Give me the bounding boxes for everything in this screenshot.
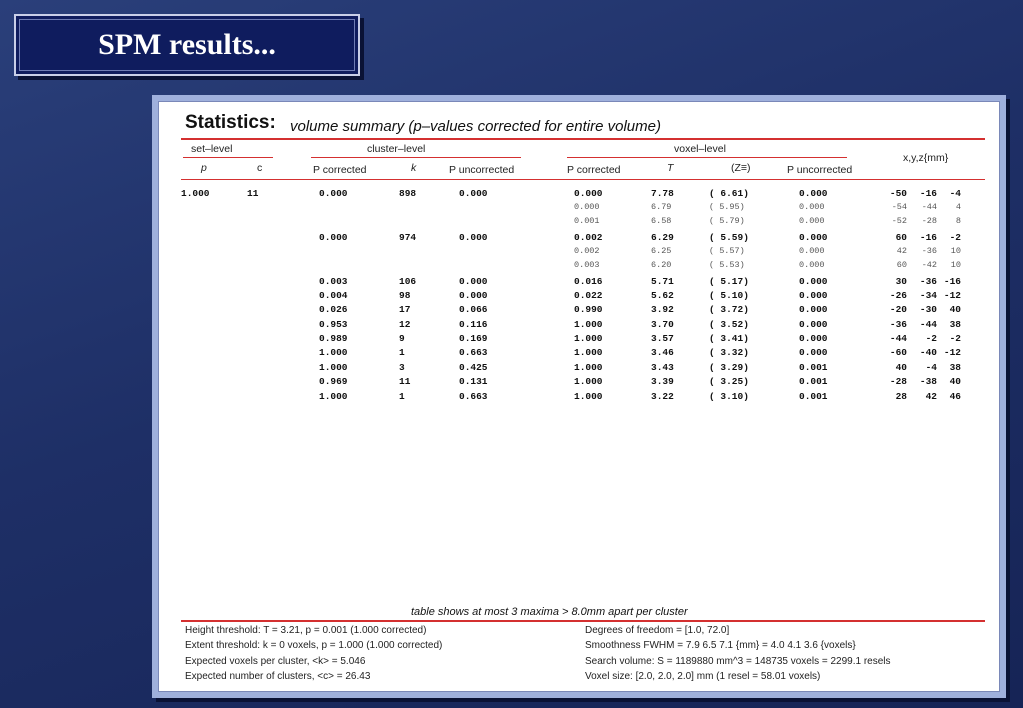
cell-x: -50 (889, 188, 907, 199)
table-note: table shows at most 3 maxima > 8.0mm apart per cluster (411, 606, 688, 618)
cell-vx-punc: 0.001 (799, 362, 828, 373)
col-vx-Z: (Z≡) (731, 162, 751, 174)
footer-right-4: Voxel size: [2.0, 2.0, 2.0] mm (1 resel = 58.01 voxels) (585, 671, 821, 682)
cell-cl-pcorr: 1.000 (319, 362, 348, 373)
cell-cl-pcorr: 1.000 (319, 391, 348, 402)
footer-right-3: Search volume: S = 1189880 mm^3 = 148735 voxels = 2299.1 resels (585, 656, 891, 667)
cell-Z: ( 5.17) (709, 276, 749, 287)
stats-title: Statistics: (185, 112, 276, 133)
cell-vx-pcorr: 1.000 (574, 333, 603, 344)
cell-x: 28 (895, 391, 907, 402)
cell-cl-pcorr: 0.989 (319, 333, 348, 344)
cell-vx-punc: 0.000 (799, 232, 828, 243)
cell-x: 60 (896, 260, 907, 270)
cell-T: 6.58 (651, 216, 672, 226)
cell-Z: ( 5.95) (709, 202, 745, 212)
cell-T: 3.43 (651, 362, 674, 373)
cell-cl-punc: 0.169 (459, 333, 488, 344)
footer-left-2: Extent threshold: k = 0 voxels, p = 1.000 (1.000 corrected) (185, 640, 443, 651)
group-set-level: set–level (191, 143, 233, 155)
footer-left-3: Expected voxels per cluster, <k> = 5.046 (185, 656, 366, 667)
cell-z: 40 (949, 304, 961, 315)
cell-x: -28 (889, 376, 907, 387)
cell-Z: ( 5.53) (709, 260, 745, 270)
header-rule (181, 179, 985, 180)
cell-vx-punc: 0.000 (799, 290, 828, 301)
cell-y: -2 (925, 333, 937, 344)
cell-x: 60 (895, 232, 907, 243)
slide-title-box (14, 14, 360, 76)
cell-vx-punc: 0.000 (799, 260, 825, 270)
cell-Z: ( 3.25) (709, 376, 749, 387)
cell-Z: ( 5.59) (709, 232, 749, 243)
cell-set-c: 11 (247, 188, 259, 199)
cell-cl-pcorr: 0.003 (319, 276, 348, 287)
cell-vx-pcorr: 0.000 (574, 188, 603, 199)
cell-cl-k: 1 (399, 347, 405, 358)
cell-cl-pcorr: 0.000 (319, 232, 348, 243)
cell-T: 5.71 (651, 276, 674, 287)
cell-Z: ( 5.79) (709, 216, 745, 226)
cell-x: -54 (891, 202, 907, 212)
cell-T: 6.20 (651, 260, 672, 270)
cell-cl-k: 974 (399, 232, 417, 243)
cell-T: 3.22 (651, 391, 674, 402)
cell-T: 3.46 (651, 347, 674, 358)
cell-T: 3.70 (651, 319, 674, 330)
cell-x: -36 (889, 319, 907, 330)
cell-y: -36 (919, 276, 937, 287)
cell-cl-k: 106 (399, 276, 417, 287)
cell-T: 7.78 (651, 188, 674, 199)
cell-cl-punc: 0.000 (459, 188, 488, 199)
cell-cl-punc: 0.425 (459, 362, 488, 373)
cell-x: -60 (889, 347, 907, 358)
cell-cl-k: 17 (399, 304, 411, 315)
title-rule (181, 138, 985, 140)
cluster-rule (311, 157, 521, 158)
cell-x: 30 (895, 276, 907, 287)
cell-cl-pcorr: 0.953 (319, 319, 348, 330)
cell-vx-pcorr: 0.990 (574, 304, 603, 315)
cell-T: 5.62 (651, 290, 674, 301)
cell-Z: ( 3.41) (709, 333, 749, 344)
cell-cl-k: 11 (399, 376, 411, 387)
cell-z: -16 (943, 276, 961, 287)
cell-vx-pcorr: 1.000 (574, 347, 603, 358)
cell-Z: ( 3.72) (709, 304, 749, 315)
cell-y: -16 (919, 232, 937, 243)
cell-y: -30 (919, 304, 937, 315)
cell-vx-pcorr: 0.002 (574, 232, 603, 243)
group-cluster-level: cluster–level (367, 143, 426, 155)
results-sheet (158, 101, 1000, 692)
cell-T: 3.92 (651, 304, 674, 315)
cell-y: -36 (921, 246, 937, 256)
cell-vx-punc: 0.000 (799, 333, 828, 344)
cell-vx-punc: 0.001 (799, 376, 828, 387)
cell-x: 40 (895, 362, 907, 373)
cell-z: 38 (949, 319, 961, 330)
footer-right-1: Degrees of freedom = [1.0, 72.0] (585, 625, 730, 636)
cell-y: -16 (919, 188, 937, 199)
cell-x: -26 (889, 290, 907, 301)
group-voxel-level: voxel–level (674, 143, 726, 155)
cell-y: -42 (921, 260, 937, 270)
cell-vx-pcorr: 1.000 (574, 362, 603, 373)
set-rule (183, 157, 273, 158)
cell-vx-pcorr: 1.000 (574, 319, 603, 330)
coords-header: x,y,z{mm} (903, 152, 949, 164)
cell-cl-punc: 0.000 (459, 232, 488, 243)
cell-vx-punc: 0.001 (799, 391, 828, 402)
cell-vx-punc: 0.000 (799, 319, 828, 330)
cell-Z: ( 3.32) (709, 347, 749, 358)
cell-vx-pcorr: 1.000 (574, 391, 603, 402)
cell-vx-pcorr: 0.001 (574, 216, 600, 226)
cell-Z: ( 3.10) (709, 391, 749, 402)
cell-cl-k: 898 (399, 188, 417, 199)
cell-Z: ( 6.61) (709, 188, 749, 199)
cell-z: 46 (949, 391, 961, 402)
cell-cl-k: 9 (399, 333, 405, 344)
cell-cl-punc: 0.000 (459, 276, 488, 287)
cell-vx-punc: 0.000 (799, 347, 828, 358)
col-vx-punc: P uncorrected (787, 164, 853, 176)
cell-z: 8 (955, 216, 961, 226)
slide-title: SPM results... (98, 28, 276, 61)
cell-y: -4 (925, 362, 937, 373)
cell-y: 42 (925, 391, 937, 402)
cell-cl-pcorr: 0.000 (319, 188, 348, 199)
cell-Z: ( 5.57) (709, 246, 745, 256)
cell-x: -44 (889, 333, 907, 344)
cell-T: 6.79 (651, 202, 672, 212)
cell-cl-k: 1 (399, 391, 405, 402)
cell-y: -40 (919, 347, 937, 358)
cell-cl-punc: 0.663 (459, 391, 488, 402)
spm-results-panel (152, 95, 1006, 698)
voxel-rule (567, 157, 847, 158)
cell-vx-punc: 0.000 (799, 188, 828, 199)
cell-z: 10 (950, 246, 961, 256)
footer-left-4: Expected number of clusters, <c> = 26.43 (185, 671, 371, 682)
cell-Z: ( 5.10) (709, 290, 749, 301)
cell-z: -2 (949, 333, 961, 344)
cell-vx-pcorr: 1.000 (574, 376, 603, 387)
cell-cl-pcorr: 0.969 (319, 376, 348, 387)
cell-vx-punc: 0.000 (799, 276, 828, 287)
cell-cl-k: 12 (399, 319, 411, 330)
cell-z: 10 (950, 260, 961, 270)
col-cl-k: k (411, 162, 417, 174)
cell-z: 38 (949, 362, 961, 373)
cell-vx-punc: 0.000 (799, 216, 825, 226)
cell-vx-punc: 0.000 (799, 246, 825, 256)
cell-y: -28 (921, 216, 937, 226)
cell-vx-pcorr: 0.016 (574, 276, 603, 287)
cell-z: -12 (943, 347, 961, 358)
cell-T: 3.39 (651, 376, 674, 387)
cell-T: 6.25 (651, 246, 672, 256)
cell-vx-pcorr: 0.003 (574, 260, 600, 270)
cell-cl-k: 3 (399, 362, 405, 373)
cell-Z: ( 3.29) (709, 362, 749, 373)
cell-vx-punc: 0.000 (799, 202, 825, 212)
cell-set-p: 1.000 (181, 188, 210, 199)
cell-z: 40 (949, 376, 961, 387)
cell-cl-pcorr: 1.000 (319, 347, 348, 358)
cell-T: 3.57 (651, 333, 674, 344)
cell-vx-pcorr: 0.022 (574, 290, 603, 301)
cell-cl-k: 98 (399, 290, 411, 301)
footer-left-1: Height threshold: T = 3.21, p = 0.001 (1.000 corrected) (185, 625, 427, 636)
footer-rule (181, 620, 985, 622)
col-cl-pcorr: P corrected (313, 164, 367, 176)
cell-cl-punc: 0.000 (459, 290, 488, 301)
col-set-c: c (257, 162, 263, 174)
cell-cl-punc: 0.066 (459, 304, 488, 315)
cell-x: -20 (889, 304, 907, 315)
cell-x: -52 (891, 216, 907, 226)
cell-x: 42 (896, 246, 907, 256)
cell-cl-pcorr: 0.004 (319, 290, 348, 301)
col-vx-pcorr: P corrected (567, 164, 621, 176)
footer-right-2: Smoothness FWHM = 7.9 6.5 7.1 {mm} = 4.0 4.1 3.6 {voxels} (585, 640, 856, 651)
cell-vx-punc: 0.000 (799, 304, 828, 315)
cell-y: -34 (919, 290, 937, 301)
cell-y: -44 (919, 319, 937, 330)
cell-cl-punc: 0.131 (459, 376, 488, 387)
cell-T: 6.29 (651, 232, 674, 243)
cell-z: -12 (943, 290, 961, 301)
col-cl-punc: P uncorrected (449, 164, 515, 176)
col-set-p: p (201, 162, 207, 174)
col-vx-T: T (667, 162, 674, 174)
stats-subtitle: volume summary (p–values corrected for entire volume) (290, 118, 661, 135)
cell-Z: ( 3.52) (709, 319, 749, 330)
cell-z: 4 (955, 202, 961, 212)
cell-z: -2 (949, 232, 961, 243)
cell-y: -44 (921, 202, 937, 212)
cell-y: -38 (919, 376, 937, 387)
cell-vx-pcorr: 0.000 (574, 202, 600, 212)
cell-cl-punc: 0.663 (459, 347, 488, 358)
cell-vx-pcorr: 0.002 (574, 246, 600, 256)
cell-cl-punc: 0.116 (459, 319, 488, 330)
cell-cl-pcorr: 0.026 (319, 304, 348, 315)
cell-z: -4 (949, 188, 961, 199)
